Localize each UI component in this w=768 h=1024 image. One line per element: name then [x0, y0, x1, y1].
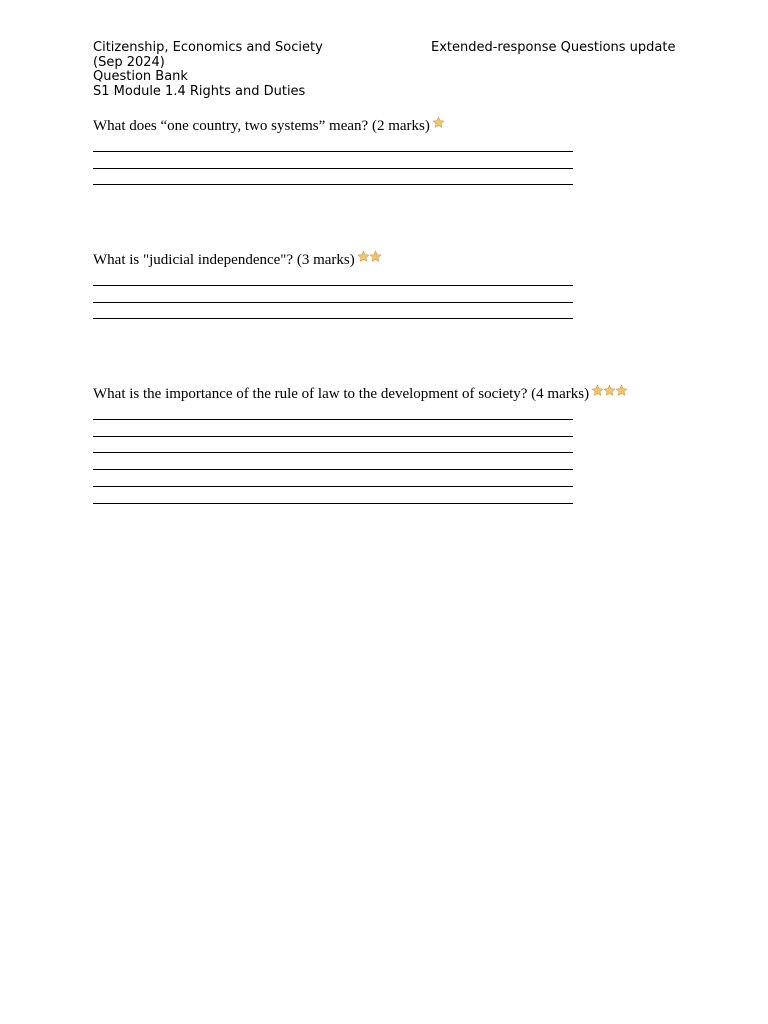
question-3-text	[93, 384, 693, 403]
answer-line	[93, 403, 573, 420]
answer-line	[93, 169, 573, 186]
update-note: Extended-response Questions update	[431, 40, 676, 55]
question-2-label: What is "judicial independence"? (3 marks)	[93, 252, 355, 268]
question-3-answer-area	[93, 403, 693, 504]
star-icon	[369, 250, 382, 263]
question-2-answer-area	[93, 269, 693, 319]
bank-label: Question Bank	[93, 69, 188, 84]
question-2-text	[93, 250, 693, 269]
difficulty-stars	[432, 116, 444, 134]
question-1	[93, 116, 693, 185]
star-icon	[615, 384, 628, 397]
question-3-label: What is the importance of the rule of law to the development of society? (4 marks)	[93, 386, 590, 402]
difficulty-stars	[591, 384, 627, 402]
question-1-answer-area	[93, 135, 693, 185]
question-3	[93, 384, 693, 504]
answer-line	[93, 303, 573, 320]
course-title: Citizenship, Economics and Society	[93, 40, 323, 55]
answer-line	[93, 420, 573, 437]
answer-line	[93, 152, 573, 169]
answer-line	[93, 487, 573, 504]
answer-line	[93, 135, 573, 152]
answer-line	[93, 286, 573, 303]
answer-line	[93, 470, 573, 487]
difficulty-stars	[357, 250, 381, 268]
module-title: S1 Module 1.4 Rights and Duties	[93, 83, 306, 99]
star-icon	[432, 116, 445, 129]
answer-line	[93, 437, 573, 454]
question-1-text	[93, 116, 693, 135]
question-2	[93, 250, 693, 319]
answer-line	[93, 269, 573, 286]
answer-line	[93, 453, 573, 470]
question-1-label: What does “one country, two systems” mean? (2 marks)	[93, 118, 430, 134]
date-label: (Sep 2024)	[93, 54, 165, 70]
document-header	[93, 41, 683, 99]
